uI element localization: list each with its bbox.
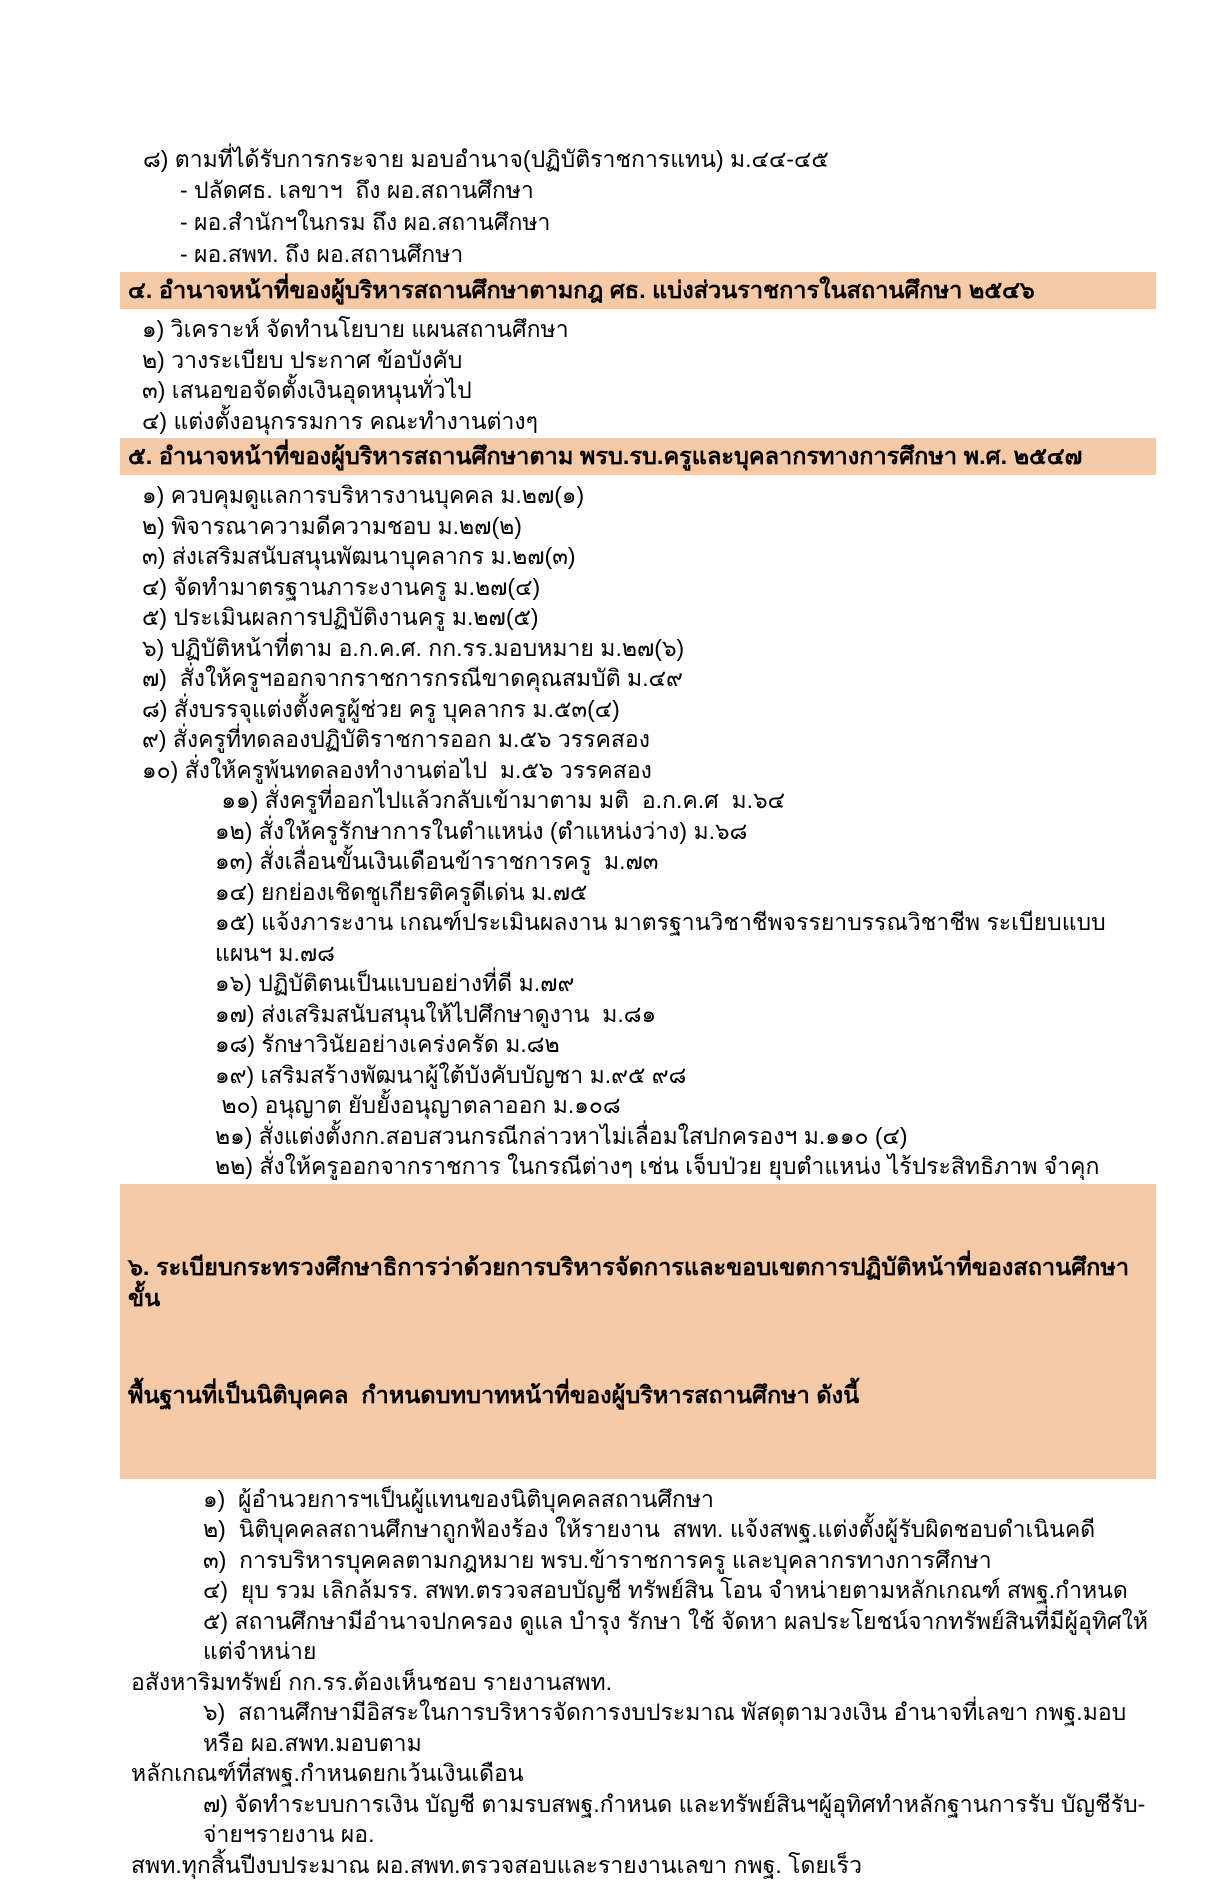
list-item-text: อสังหาริมทรัพย์ กก.รร.ต้องเห็นชอบ รายงานสพท. xyxy=(120,1667,1156,1698)
list-item: ๒๒) สั่งให้ครูออกจากราชการ ในกรณีต่างๆ เช่น เจ็บป่วย ยุบตำแหน่ง ไร้ประสิทธิภาพ จำคุก xyxy=(120,1151,1156,1182)
list-item: ๑๙) เสริมสร้างพัฒนาผู้ใต้บังคับบัญชา ม.๙๕ ๙๘ xyxy=(120,1060,1156,1091)
list-item: ๑๕) แจ้งภาระงาน เกณฑ์ประเมินผลงาน มาตรฐานวิชาชีพจรรยาบรรณวิชาชีพ ระเบียบแบบแผนฯ ม.๗๘ xyxy=(120,907,1156,968)
list-item xyxy=(120,1545,1156,1576)
document-content xyxy=(120,145,1156,1880)
list-sub-item: - ปลัดศธ. เลขาฯ ถึง ผอ.สถานศึกษา xyxy=(120,174,1156,206)
list-item: ๑๑) สั่งครูที่ออกไปแล้วกลับเข้ามาตาม มติ อ.ก.ค.ศ ม.๖๔ xyxy=(120,785,1156,816)
list-item: ๒๑) สั่งแต่งตั้งกก.สอบสวนกรณีกล่าวหาไม่เลื่อมใสปกครองฯ ม.๑๑๐ (๔) xyxy=(120,1121,1156,1152)
list-item-text: ๗) จัดทำระบบการเงิน บัญชี ตามรบสพฐ.กำหนด และทรัพย์สินฯผู้อุทิศทำหลักฐานการรับ บัญชีรับ-จ่ายฯรายงาน ผอ. xyxy=(120,1789,1156,1850)
list-item: ๔) จัดทำมาตรฐานภาระงานครู ม.๒๗(๔) xyxy=(120,572,1156,603)
list-item: ๑๐) สั่งให้ครูพ้นทดลองทำงานต่อไป ม.๕๖ วรรคสอง xyxy=(120,755,1156,786)
list-item: ๑) วิเคราะห์ จัดทำนโยบาย แผนสถานศึกษา xyxy=(120,314,1156,345)
list-item: ๑๒) สั่งให้ครูรักษาการในตำแหน่ง (ตำแหน่งว่าง) ม.๖๘ xyxy=(120,816,1156,847)
list-item: ๗) สั่งให้ครูฯออกจากราชการกรณีขาดคุณสมบัติ ม.๔๙ xyxy=(120,663,1156,694)
list-item-text: ๒) นิติบุคคลสถานศึกษาถูกฟ้องร้อง ให้รายงาน สพท. แจ้งสพฐ.แต่งตั้งผู้รับผิดชอบดำเนินคดี xyxy=(120,1514,1156,1545)
section-6-heading-line-1: ๖. ระเบียบกระทรวงศึกษาธิการว่าด้วยการบริหารจัดการและขอบเขตการปฏิบัติหน้าที่ของสถานศึกษาขั้น xyxy=(128,1252,1150,1314)
section-5-list xyxy=(120,480,1156,785)
section-6-list xyxy=(120,1484,1156,1880)
list-item-text: ๓) การบริหารบุคคลตามกฎหมาย พรบ.ข้าราชการครู และบุคลากรทางการศึกษา xyxy=(120,1545,1156,1576)
list-item: ๑๖) ปฏิบัติตนเป็นแบบอย่างที่ดี ม.๗๙ xyxy=(120,968,1156,999)
list-item xyxy=(120,1484,1156,1515)
list-item-text: ๕) สถานศึกษามีอำนาจปกครอง ดูแล บำรุง รักษา ใช้ จัดหา ผลประโยชน์จากทรัพย์สินที่มีผู้อุทิศให้ แต่จำหน่าย xyxy=(120,1606,1156,1667)
list-item-text: ๖) สถานศึกษามีอิสระในการบริหารจัดการงบประมาณ พัสดุตามวงเงิน อำนาจที่เลขา กพฐ.มอบ หรือ ผอ.สพท.มอบตาม xyxy=(120,1697,1156,1758)
section-6-heading-line-2: พื้นฐานที่เป็นนิติบุคคล กำหนดบทบาทหน้าที่ของผู้บริหารสถานศึกษา ดังนี้ xyxy=(128,1380,1150,1411)
list-item: ๔) แต่งตั้งอนุกรรมการ คณะทำงานต่างๆ xyxy=(120,406,1156,437)
list-item xyxy=(120,1697,1156,1789)
list-item: ๑๓) สั่งเลื่อนขั้นเงินเดือนข้าราชการครู ม.๗๓ xyxy=(120,846,1156,877)
section-5-sub-list xyxy=(120,785,1156,1182)
list-item: ๑๔) ยกย่องเชิดชูเกียรติครูดีเด่น ม.๗๕ xyxy=(120,877,1156,908)
list-item xyxy=(120,1606,1156,1698)
list-item xyxy=(120,1575,1156,1606)
list-sub-item: - ผอ.สพท. ถึง ผอ.สถานศึกษา xyxy=(120,238,1156,270)
list-item-text: ๑) ผู้อำนวยการฯเป็นผู้แทนของนิติบุคคลสถานศึกษา xyxy=(120,1484,1156,1515)
list-sub-item: - ผอ.สำนักฯในกรม ถึง ผอ.สถานศึกษา xyxy=(120,206,1156,238)
list-item: ๙) สั่งครูที่ทดลองปฏิบัติราชการออก ม.๕๖ วรรคสอง xyxy=(120,724,1156,755)
list-item: ๒) พิจารณาความดีความชอบ ม.๒๗(๒) xyxy=(120,511,1156,542)
list-item: ๓) ส่งเสริมสนับสนุนพัฒนาบุคลากร ม.๒๗(๓) xyxy=(120,541,1156,572)
list-item: ๑๗) ส่งเสริมสนับสนุนให้ไปศึกษาดูงาน ม.๘๑ xyxy=(120,999,1156,1030)
list-item: ๘) ตามที่ได้รับการกระจาย มอบอำนาจ(ปฏิบัติราชการแทน) ม.๔๔-๔๕ xyxy=(120,145,1156,174)
list-item: ๘) สั่งบรรจุแต่งตั้งครูผู้ช่วย ครู บุคลากร ม.๕๓(๔) xyxy=(120,694,1156,725)
list-item-text: ๔) ยุบ รวม เลิกล้มรร. สพท.ตรวจสอบบัญชี ทรัพย์สิน โอน จำหน่ายตามหลักเกณฑ์ สพฐ.กำหนด xyxy=(120,1575,1156,1606)
section-4-heading: ๔. อำนาจหน้าที่ของผู้บริหารสถานศึกษาตามกฎ ศธ. แบ่งส่วนราชการในสถานศึกษา ๒๕๔๖ xyxy=(120,272,1156,309)
list-item: ๕) ประเมินผลการปฏิบัติงานครู ม.๒๗(๕) xyxy=(120,602,1156,633)
section-5-heading: ๕. อำนาจหน้าที่ของผู้บริหารสถานศึกษาตาม พรบ.รบ.ครูและบุคลากรทางการศึกษา พ.ศ. ๒๕๔๗ xyxy=(120,438,1156,475)
list-item xyxy=(120,1789,1156,1880)
list-item-text: หลักเกณฑ์ที่สพฐ.กำหนดยกเว้นเงินเดือน xyxy=(120,1758,1156,1789)
list-item-text: สพท.ทุกสิ้นปีงบประมาณ ผอ.สพท.ตรวจสอบและรายงานเลขา กพฐ. โดยเร็ว xyxy=(120,1850,1156,1880)
section-4-list xyxy=(120,314,1156,436)
list-item: ๓) เสนอขอจัดตั้งเงินอุดหนุนทั่วไป xyxy=(120,375,1156,406)
list-item xyxy=(120,1514,1156,1545)
list-item: ๖) ปฏิบัติหน้าที่ตาม อ.ก.ค.ศ. กก.รร.มอบหมาย ม.๒๗(๖) xyxy=(120,633,1156,664)
list-item: ๒) วางระเบียบ ประกาศ ข้อบังคับ xyxy=(120,345,1156,376)
list-item: ๒๐) อนุญาต ยับยั้งอนุญาตลาออก ม.๑๐๘ xyxy=(120,1090,1156,1121)
list-item: ๑๘) รักษาวินัยอย่างเคร่งครัด ม.๘๒ xyxy=(120,1029,1156,1060)
section-6-heading xyxy=(120,1184,1156,1479)
intro-block xyxy=(120,145,1156,270)
list-item: ๑) ควบคุมดูแลการบริหารงานบุคคล ม.๒๗(๑) xyxy=(120,480,1156,511)
